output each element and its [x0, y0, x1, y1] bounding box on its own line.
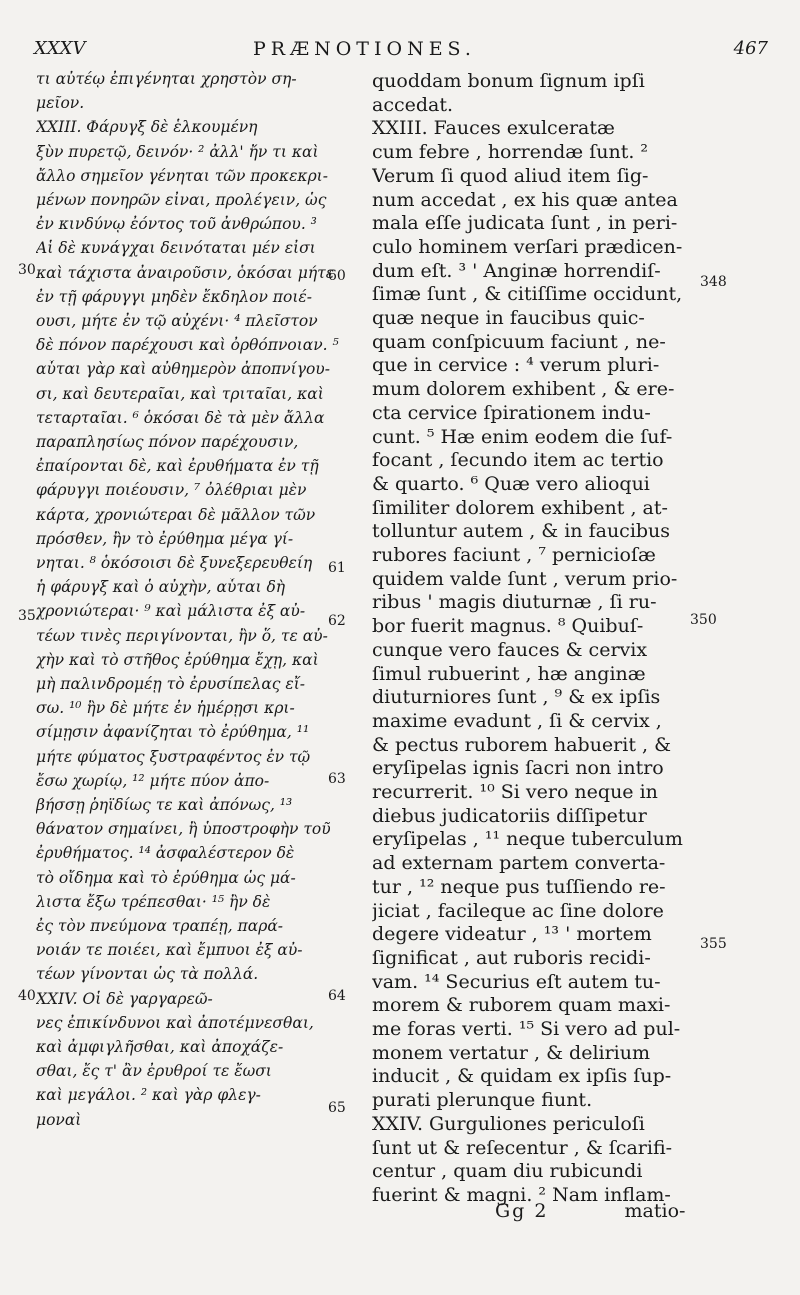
- header-section-number: XXXV: [34, 38, 86, 59]
- text-line: inducit , & quidam ex ipſis ſup-: [372, 1065, 672, 1088]
- text-line: πρόσθεν, ἢν τὸ ἐρύθημα μέγα γί-: [36, 529, 294, 548]
- text-line: Verum ſi quod aliud item ſig-: [372, 164, 649, 187]
- text-line: τέων γίνονται ὡς τὰ πολλά.: [36, 965, 259, 984]
- text-line: βήσσῃ ῥηϊδίως τε καὶ ἀπόνως, ¹³: [36, 796, 293, 814]
- text-line: jiciat , facileque ac ſine dolore: [372, 899, 664, 922]
- margin-number: 35: [18, 608, 36, 624]
- text-line: ἐν κινδύνῳ ἐόντος τοῦ ἀνθρώπου. ³: [36, 215, 317, 234]
- margin-number: 64: [328, 988, 346, 1004]
- text-line: ἔσω χωρίῳ, ¹² μήτε πύον ἀπο-: [36, 771, 270, 790]
- text-line: μεῖον.: [36, 94, 85, 113]
- margin-number: 62: [328, 613, 346, 629]
- text-line: me foras verti. ¹⁵ Si vero ad pul-: [372, 1018, 681, 1040]
- text-line: χὴν καὶ τὸ στῆθος ἐρύθημα ἔχῃ, καὶ: [36, 650, 319, 669]
- text-line: τι αὐτέῳ ἐπιγένηται χρηστὸν ση-: [36, 70, 297, 88]
- text-line: dum eſt. ³ ' Anginæ horrendiſ-: [372, 259, 661, 282]
- text-line: eryſipelas , ¹¹ neque tuberculum: [372, 828, 683, 851]
- text-line: centur , quam diu rubicundi: [372, 1160, 643, 1183]
- text-line: eryſipelas ignis ſacri non intro: [372, 757, 664, 780]
- text-line: tolluntur autem , & in faucibus: [372, 520, 671, 543]
- text-line: degere videatur , ¹³ ' mortem: [372, 923, 652, 946]
- signature-mark: Gg 2: [495, 1200, 549, 1222]
- text-line: ἐρυθήματος. ¹⁴ ἀσφαλέστερον δὲ: [36, 844, 295, 863]
- text-line: XXIII. Φάρυγξ δὲ ἑλκουμένη: [36, 118, 258, 137]
- text-line: τέων τινὲς περιγίνονται, ἢν ὅ, τε αὐ-: [36, 626, 328, 645]
- text-line: cum febre , horrendæ ſunt. ²: [372, 141, 649, 164]
- text-line: vam. ¹⁴ Securius eſt autem tu-: [372, 970, 661, 993]
- text-line: ribus ' magis diuturnæ , ſi ru-: [372, 591, 657, 614]
- text-line: νηται. ⁸ ὁκόσοισι δὲ ξυνεξερευθείη: [36, 554, 313, 572]
- text-line: ſimæ ſunt , & citiſſime occidunt,: [372, 283, 683, 306]
- text-line: accedat.: [372, 93, 454, 116]
- text-line: quæ neque in faucibus quic-: [372, 307, 645, 329]
- text-line: recurrerit. ¹⁰ Si vero neque in: [372, 781, 658, 803]
- text-line: que in cervice : ⁴ verum pluri-: [372, 354, 660, 377]
- margin-number: 63: [328, 771, 346, 787]
- text-line: ἐς τὸν πνεύμονα τραπέῃ, παρά-: [36, 917, 284, 935]
- text-line: diebus judicatoriis diſſipetur: [372, 804, 647, 827]
- text-line: καὶ ἀμφιγλῆσθαι, καὶ ἀποχάζε-: [36, 1038, 284, 1056]
- running-header: [28, 38, 774, 66]
- text-line: ξὺν πυρετῷ, δεινόν· ² ἀλλ' ἤν τι καὶ: [36, 142, 319, 161]
- text-line: focant , ſecundo item ac tertio: [372, 449, 664, 472]
- text-line: κάρτα, χρονιώτεραι δὲ μᾶλλον τῶν: [36, 505, 316, 524]
- text-line: ἄλλο σημεῖον γένηται τῶν προκεκρι-: [36, 166, 328, 185]
- margin-number: 61: [328, 560, 346, 576]
- text-line: καὶ μεγάλοι. ² καὶ γὰρ φλεγ-: [36, 1086, 261, 1105]
- text-line: ἡ φάρυγξ καὶ ὁ αὐχὴν, αὗται δὴ: [36, 578, 286, 597]
- text-line: μένων πονηρῶν εἶναι, προλέγειν, ὡς: [36, 191, 327, 209]
- text-line: σι, καὶ δευτεραῖαι, καὶ τριταῖαι, καὶ: [36, 384, 324, 403]
- margin-number: 30: [18, 262, 36, 278]
- text-line: rubores faciunt , ⁷ pernicioſæ: [372, 544, 656, 566]
- text-line: bor fuerit magnus. ⁸ Quibuſ-: [372, 615, 644, 638]
- text-line: XXIV. Gurguliones periculoſi: [372, 1112, 645, 1135]
- text-line: σθαι, ἔς τ' ἂν ἐρυθροί τε ἔωσι: [36, 1062, 272, 1081]
- text-line: ουσι, μήτε ἐν τῷ αὐχένι· ⁴ πλεῖστον: [36, 312, 318, 330]
- text-line: ad externam partem converta-: [372, 852, 666, 875]
- margin-number: 60: [328, 268, 346, 284]
- margin-number: 65: [328, 1100, 346, 1116]
- text-line: cta cervice ſpirationem indu-: [372, 401, 651, 424]
- catchword: matio-: [624, 1200, 686, 1222]
- text-line: quoddam bonum ſignum ipſi: [372, 70, 645, 92]
- text-line: παραπλησίως πόνον παρέχουσιν,: [36, 433, 299, 451]
- text-line: maxime evadunt , ſi & cervix ,: [372, 709, 662, 732]
- text-line: & quarto. ⁶ Quæ vero alioqui: [372, 472, 650, 495]
- page-number: 467: [733, 38, 768, 59]
- text-line: νες ἐπικίνδυνοι καὶ ἀποτέμνεσθαι,: [36, 1013, 314, 1032]
- text-line: λιστα ἔξω τρέπεσθαι· ¹⁵ ἢν δὲ: [36, 892, 271, 911]
- text-line: ἐπαίρονται δὲ, καὶ ἐρυθήματα ἐν τῇ: [36, 457, 319, 476]
- text-line: diuturniores ſunt , ⁹ & ex ipſis: [372, 686, 661, 709]
- text-line: tur , ¹² neque pus tuſſiendo re-: [372, 875, 666, 898]
- text-line: ſimiliter dolorem exhibent , at-: [372, 496, 668, 519]
- text-line: purati plerunque fiunt.: [372, 1089, 593, 1112]
- text-line: ἐν τῇ φάρυγγι μηδὲν ἔκδηλον ποιέ-: [36, 287, 312, 306]
- text-line: Αἱ δὲ κυνάγχαι δεινόταται μέν εἰσι: [36, 239, 316, 258]
- text-line: καὶ τάχιστα ἀναιροῦσιν, ὁκόσαι μήτε: [36, 263, 335, 282]
- text-line: μὴ παλινδρομέῃ τὸ ἐρυσίπελας εἴ-: [36, 675, 306, 693]
- text-line: σίμῃσιν ἀφανίζηται τὸ ἐρύθημα, ¹¹: [36, 723, 310, 742]
- text-line: culo hominem verſari prædicen-: [372, 235, 683, 258]
- text-line: mala eſſe judicata ſunt , in peri-: [372, 212, 678, 235]
- page-footer: [495, 1200, 685, 1222]
- text-line: morem & ruborem quam maxi-: [372, 994, 671, 1017]
- text-line: num accedat , ex his quæ antea: [372, 188, 678, 211]
- text-line: σω. ¹⁰ ἢν δὲ μήτε ἐν ἡμέρῃσι κρι-: [36, 699, 295, 718]
- text-line: cunque vero fauces & cervix: [372, 638, 648, 661]
- margin-number: 348: [700, 274, 727, 290]
- text-line: μήτε φύματος ξυστραφέντος ἐν τῷ: [36, 747, 311, 766]
- text-line: θάνατον σημαίνει, ἢ ὑποστροφὴν τοῦ: [36, 820, 331, 839]
- text-line: αὗται γὰρ καὶ αὐθημερὸν ἀποπνίγου-: [36, 360, 330, 379]
- text-line: XXIII. Fauces exulceratæ: [372, 117, 615, 140]
- text-line: νοιάν τε ποιέει, καὶ ἔμπυοι ἐξ αὐ-: [36, 941, 303, 960]
- text-line: μοναὶ: [36, 1110, 82, 1129]
- header-title: PRÆNOTIONES.: [253, 38, 476, 60]
- text-line: ſunt ut & reſecentur , & ſcarifi-: [372, 1136, 673, 1159]
- text-line: ſimul rubuerint , hæ anginæ: [372, 662, 646, 685]
- margin-number: 350: [690, 612, 717, 628]
- text-line: XXIV. Οἱ δὲ γαργαρεῶ-: [36, 989, 213, 1008]
- text-line: & pectus ruborem habuerit , &: [372, 733, 671, 756]
- text-line: cunt. ⁵ Hæ enim eodem die ſuf-: [372, 425, 673, 448]
- text-line: monem vertatur , & delirium: [372, 1041, 651, 1064]
- text-line: τεταρταῖαι. ⁶ ὁκόσαι δὲ τὰ μὲν ἄλλα: [36, 408, 325, 427]
- text-line: φάρυγγι ποιέουσιν, ⁷ ὀλέθριαι μὲν: [36, 481, 307, 500]
- text-line: quidem valde ſunt , verum prio-: [372, 567, 678, 590]
- text-line: fuerint & magni. ² Nam inflam-: [372, 1183, 671, 1206]
- text-line: τὸ οἴδημα καὶ τὸ ἐρύθημα ὡς μά-: [36, 868, 296, 887]
- margin-number: 40: [18, 988, 36, 1004]
- text-line: χρονιώτεραι· ⁹ καὶ μάλιστα ἐξ αὐ-: [36, 602, 306, 621]
- text-line: δὲ πόνον παρέχουσι καὶ ὀρθόπνοιαν. ⁵: [36, 336, 339, 355]
- margin-number: 355: [700, 936, 727, 952]
- text-line: quam conſpicuum faciunt , ne-: [372, 330, 666, 353]
- text-line: mum dolorem exhibent , & ere-: [372, 378, 675, 401]
- text-line: ſignificat , aut ruboris recidi-: [372, 946, 651, 969]
